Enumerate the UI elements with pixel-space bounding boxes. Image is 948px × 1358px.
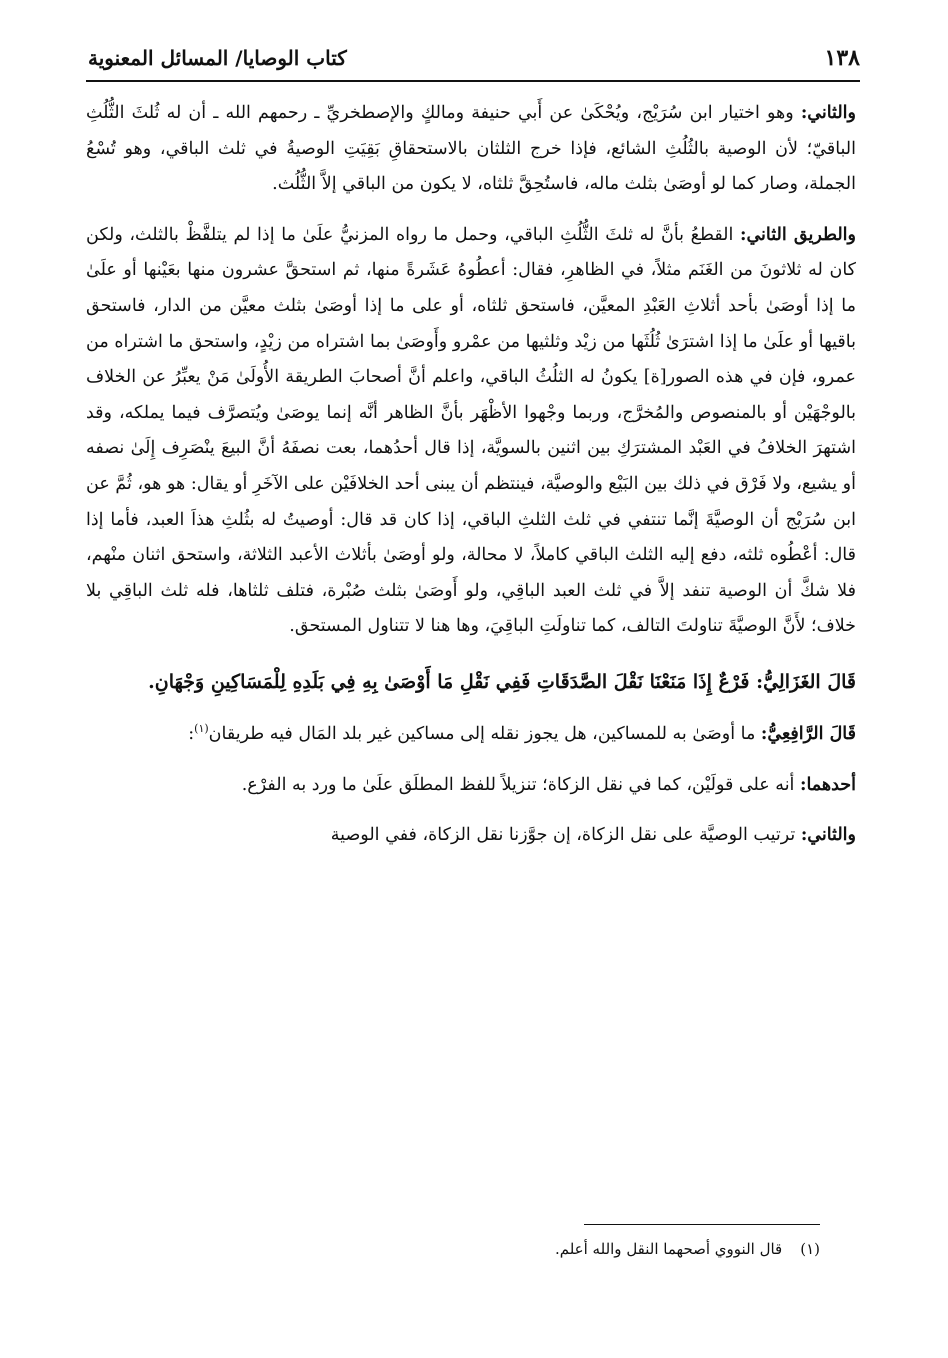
paragraph-text: القطعُ بأنَّ له ثلثَ الثُّلُثِ الباقي، وحمل ما رواه المزنيُّ علَىٰ ما إذا لم يتلفَّظْ بالثلث، ولكن كان له ثلاثونَ من الغَنَم مثلاً، في الظاهرِ، فقال: أعطُوهُ عَشَرةً منها، ثم استحقَّ عشرون منها بعَيْنها أو علَىٰ ما إذا أوصَىٰ بأحد أثلاثِ العَبْدِ المعيَّن، فاستحق ثلثاه، أو على ما إذا أوصَىٰ بثلث معيَّن من الدار، فاستحق باقيها أو علَىٰ ما إذا اشترَىٰ ثُلُثَها من زيْد وثلثيها من عمْرو وأَوصَىٰ بما اشتراه من زيْدٍ، واستحق ما اشتراه من عمرو، فإن في هذه الصور[ة] يكونُ له الثلُثُ الباقي، واعلم أنَّ أصحابَ الطريقة الأُولَىٰ مَنْ يعبِّرُ عن الخلاف بالوجْهَيْن أو بالمنصوص والمُخرَّج، وربما وجْهوا الأظْهَر بأنَّ الظاهر أنَّه إنما يوصَىٰ ويُتصرَّف فيما يملكه، وقد اشتهرَ الخلافُ في العَبْد المشترَكِ بين اثنين بالسويَّة، إذا قال أحدُهما، بعت نصفَهُ أنَّ البيعَ ينْصَرِف إِلَىٰ نصفه أو يشيع، ولا فَرْق في ذلك بين البَيْع والوصيَّة، فينتظم أن يبنى أحد الخلافَيْن على الآخَرِ أو يقال: هو هو، ثُمَّ عن ابن سُرَيْج أن الوصيَّةَ إنَّما تنتفي في ثلث الثلثِ الباقي، إذا كان قد قال: أوصيتُ له بثُلثِ هذاَ العبد، فأما إذا قال: أعْطُوه ثلثه، دفع إليه الثلث الباقي كاملاً، لا محالة، ولو أوصَىٰ بأثلاث الأعبد الثلاثة، واستحق اثنان منْهم، فلا شكَّ أن الوصية تنفد إلاَّ في ثلث العبد الباقِي، ولو أَوصَىٰ بثلث صُبْرة، فتلف ثلثاها، فله ثلث الباقِي بلا خلاف؛ لأَنَّ الوصيَّةَ تناولتَ التالف، كما تناولَتِ الباقِيَ، وها هنا لا تتناول المستحق. [86,224,856,637]
footnote-reference[interactable]: (١) [194,722,209,736]
paragraph-tail: : [188,723,195,744]
paragraph-second-opinion [86,96,856,203]
footnote-text: قال النووي أصحهما النقل والله أعلم. [554,1240,783,1258]
paragraph-second-method [86,218,856,645]
paragraph-lead: والثاني: [800,103,856,123]
page-number: ١٣٨ [824,45,860,71]
paragraph-text: ما أوصَىٰ به للمساكين، هل يجوز نقله إلى مساكين غير بلد المَال فيه طريقان [208,723,761,744]
paragraph-lead: والثاني: [800,825,856,846]
paragraph-text: أنه على قولَيْن، كما في نقل الزكاة؛ تنزيلاً للفظ المطلَق علَىٰ ما ورد به الفرْع. [241,774,800,795]
page-header [88,40,860,76]
running-title: كتاب الوصايا/ المسائل المعنوية [88,46,347,70]
paragraph-lead: أحدهما: [799,774,856,795]
footnote-rule [584,1224,820,1225]
footnote-number: (١) [800,1240,820,1258]
paragraph-second-way [86,818,856,854]
paragraph-lead: والطريق الثاني: [740,224,856,245]
paragraph-first-way [86,768,856,804]
header-rule [86,80,860,82]
footnote [200,1236,820,1262]
paragraph-text: فَرْعٌ إِذَا مَنَعْنَا نَقْلَ الصَّدَقَاتِ فَفِي نَقْلِ مَا أَوْصَىٰ بِهِ فِي بَلَدِهِ لِلْمَسَاكِينِ وَجْهَانِ. [148,670,757,693]
paragraph-rafii [86,717,856,753]
body-text [86,96,856,869]
paragraph-text: وهو اختيار ابن سُرَيْج، ويُحْكَىٰ عن أَبي حنيفة ومالكٍ والإصطخريِّ ـ رحمهم الله ـ أن له ثُلثَ الثُّلُثِ الباقيّ؛ لأن الوصية بالثُلُثِ الشائع، فإذا خرج الثلثان بالاستحقاقِ بَقِيَتِ الوصيةُ في ثلث الباقي، وهو تُسْعُ الجملة، وصار كما لو أوصَىٰ بثلث ماله، فاستُحِقَّ ثلثاه، لا يكون من الباقي إلاَّ الثُّلُث. [86,103,856,195]
paragraph-text: ترتيب الوصيَّة على نقل الزكاة، إن جوَّزنا نقل الزكاة، ففي الوصية [330,825,801,846]
paragraph-ghazali [86,660,856,705]
paragraph-lead: قَالَ الغَزَالِيُّ: [756,670,856,693]
paragraph-lead: قَالَ الرَّافِعِيُّ: [760,723,856,744]
